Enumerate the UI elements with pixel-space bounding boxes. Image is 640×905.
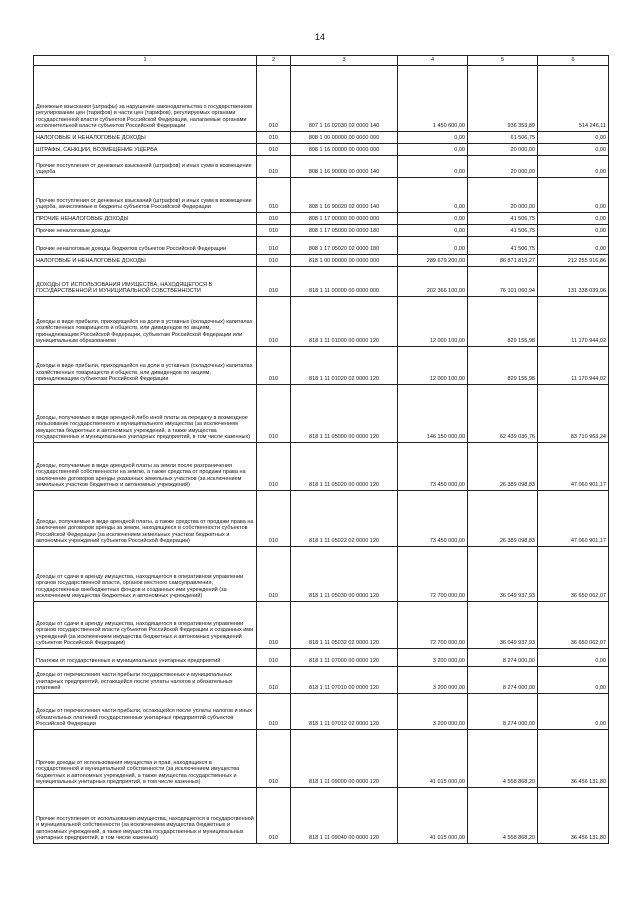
row-line-code: 010 [257,237,291,255]
row-remaining-amount: 0,00 [538,237,609,255]
row-line-code: 010 [257,667,291,694]
row-budget-code: 808 1 17 05020 02 0000 180 [291,237,398,255]
row-remaining-amount: 83 710 963,24 [538,385,609,443]
table-row [34,66,609,132]
row-actual-amount: 41 506,75 [468,225,538,237]
row-plan-amount: 0,00 [398,178,468,213]
row-name: Доходы от сдачи в аренду имущества, находящегося в оперативном управлении органов государственной власти, органов местного самоуправления, государственных внебюджетных фондов и созданных ими учреждений (за исключением имущества бюджетных и автономных учреждений) [34,547,257,602]
row-actual-amount: 8 274 000,00 [468,667,538,694]
row-line-code: 010 [257,491,291,547]
row-actual-amount: 936 353,89 [468,66,538,132]
row-line-code: 010 [257,347,291,385]
row-remaining-amount: 47 060 901,17 [538,491,609,547]
row-plan-amount: 3 200 000,00 [398,649,468,667]
column-header: 1 [34,56,257,66]
table-row [34,213,609,225]
column-header: 3 [291,56,398,66]
row-name: НАЛОГОВЫЕ И НЕНАЛОГОВЫЕ ДОХОДЫ [34,132,257,144]
row-budget-code: 818 1 11 01020 02 0000 120 [291,347,398,385]
table-row [34,602,609,649]
table-row [34,649,609,667]
row-actual-amount: 4 558 868,20 [468,730,538,788]
row-budget-code: 818 1 11 07000 00 0000 120 [291,649,398,667]
row-budget-code: 818 1 11 05022 02 0000 120 [291,491,398,547]
row-remaining-amount: 0,00 [538,178,609,213]
row-line-code: 010 [257,730,291,788]
row-plan-amount: 72 700 000,00 [398,547,468,602]
revenue-table [33,55,609,844]
row-actual-amount: 8 274 000,00 [468,694,538,730]
row-actual-amount: 61 506,75 [468,132,538,144]
row-actual-amount: 36 049 937,93 [468,602,538,649]
row-plan-amount: 73 450 000,00 [398,491,468,547]
row-line-code: 010 [257,443,291,491]
row-budget-code: 807 1 16 02030 02 0000 140 [291,66,398,132]
row-remaining-amount: 514 246,11 [538,66,609,132]
row-line-code: 010 [257,694,291,730]
row-line-code: 010 [257,144,291,156]
row-line-code: 010 [257,649,291,667]
row-plan-amount: 72 700 000,00 [398,602,468,649]
row-name: Доходы, получаемые в виде арендной либо иной платы за передачу в возмездное пользование государственного и муниципального имущества (за исключением имущества бюджетных и автономных учреждений, а также имущества государственных и муниципальных унитарных предприятий, в том числе казенных) [34,385,257,443]
row-remaining-amount: 0,00 [538,694,609,730]
row-budget-code: 818 1 11 05020 00 0000 120 [291,443,398,491]
row-budget-code: 818 1 11 05032 02 0000 120 [291,602,398,649]
table-row [34,694,609,730]
row-budget-code: 808 1 16 00000 00 0000 000 [291,144,398,156]
row-actual-amount: 20 000,00 [468,178,538,213]
column-header: 2 [257,56,291,66]
row-remaining-amount: 36 456 131,80 [538,788,609,844]
row-name: Прочие поступления от денежных взысканий (штрафов) и иных сумм в возмещение ущерба, зачисляемые в бюджеты субъектов Российской Федерации [34,178,257,213]
table-row [34,443,609,491]
table-row [34,297,609,347]
row-line-code: 010 [257,66,291,132]
row-actual-amount: 4 558 868,20 [468,788,538,844]
row-plan-amount: 0,00 [398,144,468,156]
row-plan-amount: 1 450 600,00 [398,66,468,132]
row-line-code: 010 [257,788,291,844]
table-row [34,225,609,237]
row-name: Доходы, получаемые в виде арендной платы за земли после разграничения государственной собственности на землю, а также средства от продажи права на заключение договоров аренды указанных земельных участков (за исключением земельных участков бюджетных и автономных учреждений) [34,443,257,491]
row-name: Прочие доходы от использования имущества и прав, находящихся в государственной и муниципальной собственности (за исключением имущества бюджетных и автономных учреждений, а также имущества государственных и муниципальных унитарных предприятий, в том числе казенных) [34,730,257,788]
table-row [34,788,609,844]
row-remaining-amount: 131 338 039,06 [538,267,609,297]
row-plan-amount: 73 450 000,00 [398,443,468,491]
row-budget-code: 818 1 11 00000 00 0000 000 [291,267,398,297]
row-plan-amount: 3 200 000,00 [398,667,468,694]
row-remaining-amount: 0,00 [538,213,609,225]
row-remaining-amount: 11 170 944,02 [538,347,609,385]
row-remaining-amount: 11 170 944,02 [538,297,609,347]
row-name: Доходы от перечисления части прибыли, остающейся после уплаты налогов и иных обязательных платежей государственных унитарных предприятий субъектов Российской Федерации [34,694,257,730]
row-actual-amount: 76 101 060,94 [468,267,538,297]
row-remaining-amount: 36 650 062,07 [538,547,609,602]
table-row [34,385,609,443]
row-remaining-amount: 0,00 [538,156,609,178]
row-line-code: 010 [257,547,291,602]
row-remaining-amount: 36 650 062,07 [538,602,609,649]
row-actual-amount: 26 389 098,83 [468,443,538,491]
row-plan-amount: 146 150 000,00 [398,385,468,443]
column-header: 5 [468,56,538,66]
page-number: 14 [314,32,325,42]
row-actual-amount: 20 000,00 [468,156,538,178]
table-row [34,144,609,156]
row-name: НАЛОГОВЫЕ И НЕНАЛОГОВЫЕ ДОХОДЫ [34,255,257,267]
row-line-code: 010 [257,132,291,144]
row-remaining-amount: 0,00 [538,144,609,156]
row-actual-amount: 62 439 036,76 [468,385,538,443]
column-number-row [34,56,609,66]
row-budget-code: 818 1 00 00000 00 0000 000 [291,255,398,267]
row-budget-code: 808 1 17 05000 00 0000 180 [291,225,398,237]
row-budget-code: 818 1 11 09040 00 0000 120 [291,788,398,844]
row-plan-amount: 41 015 000,00 [398,788,468,844]
row-name: Платежи от государственных и муниципальных унитарных предприятий [34,649,257,667]
row-budget-code: 818 1 11 05000 00 0000 120 [291,385,398,443]
row-budget-code: 818 1 11 07010 00 0000 120 [291,667,398,694]
row-plan-amount: 12 000 100,00 [398,297,468,347]
table-row [34,730,609,788]
row-actual-amount: 41 506,75 [468,237,538,255]
row-actual-amount: 829 155,98 [468,347,538,385]
row-name: Доходы в виде прибыли, приходящейся на доли в уставных (складочных) капиталах хозяйственных товариществ и обществ, или дивидендов по акциям, принадлежащим Российской Федерации, субъектам Российской Федерации или муниципальным образованиям [34,297,257,347]
row-actual-amount: 41 506,75 [468,213,538,225]
table-row [34,491,609,547]
row-budget-code: 818 1 11 09000 00 0000 120 [291,730,398,788]
row-remaining-amount: 0,00 [538,225,609,237]
row-name: Прочие поступления от использования имущества, находящегося в государственной и муниципальной собственности (за исключением имущества бюджетных и автономных учреждений, а также имущества государственных и муниципальных унитарных предприятий, в том числе казенных) [34,788,257,844]
row-name: Доходы от сдачи в аренду имущества, находящегося в оперативном управлении органов государственной власти субъектов Российской Федерации и созданных ими учреждений (за исключением имущества бюджетных и автономных учреждений субъектов Российской Федерации) [34,602,257,649]
row-budget-code: 818 1 11 05030 00 0000 120 [291,547,398,602]
row-plan-amount: 0,00 [398,156,468,178]
table-row [34,132,609,144]
row-name: Доходы от перечисления части прибыли государственных и муниципальных унитарных предприятий, остающейся после уплаты налогов и обязательных платежей [34,667,257,694]
table-row [34,237,609,255]
row-remaining-amount: 0,00 [538,649,609,667]
row-budget-code: 808 1 17 00000 00 0000 000 [291,213,398,225]
row-name: ПРОЧИЕ НЕНАЛОГОВЫЕ ДОХОДЫ [34,213,257,225]
row-actual-amount: 86 871 819,27 [468,255,538,267]
row-line-code: 010 [257,178,291,213]
row-line-code: 010 [257,213,291,225]
table-row [34,267,609,297]
row-name: ДОХОДЫ ОТ ИСПОЛЬЗОВАНИЯ ИМУЩЕСТВА, НАХОДЯЩЕГОСЯ В ГОСУДАРСТВЕННОЙ И МУНИЦИПАЛЬНОЙ СОБСТВЕННОСТИ [34,267,257,297]
row-plan-amount: 41 015 000,00 [398,730,468,788]
row-budget-code: 808 1 16 90020 02 0000 140 [291,178,398,213]
row-line-code: 010 [257,385,291,443]
row-budget-code: 818 1 11 01000 00 0000 120 [291,297,398,347]
table-row [34,347,609,385]
row-budget-code: 808 1 16 90000 00 0000 140 [291,156,398,178]
row-plan-amount: 0,00 [398,213,468,225]
row-budget-code: 808 1 00 00000 00 0000 000 [291,132,398,144]
table-row [34,255,609,267]
row-line-code: 010 [257,602,291,649]
row-actual-amount: 36 049 937,93 [468,547,538,602]
row-name: Прочие поступления от денежных взысканий (штрафов) и иных сумм в возмещение ущерба [34,156,257,178]
row-remaining-amount: 0,00 [538,667,609,694]
row-remaining-amount: 36 456 131,80 [538,730,609,788]
row-plan-amount: 3 200 000,00 [398,694,468,730]
row-remaining-amount: 212 255 916,86 [538,255,609,267]
row-line-code: 010 [257,297,291,347]
row-plan-amount: 0,00 [398,237,468,255]
row-plan-amount: 0,00 [398,225,468,237]
table-row [34,156,609,178]
table-row [34,667,609,694]
row-actual-amount: 20 000,00 [468,144,538,156]
row-remaining-amount: 47 060 901,17 [538,443,609,491]
column-header: 6 [538,56,609,66]
row-budget-code: 818 1 11 07012 02 0000 120 [291,694,398,730]
row-plan-amount: 12 000 100,00 [398,347,468,385]
row-line-code: 010 [257,156,291,178]
row-plan-amount: 0,00 [398,132,468,144]
row-line-code: 010 [257,267,291,297]
row-name: Прочие неналоговые доходы бюджетов субъектов Российской Федерации [34,237,257,255]
row-name: Денежные взыскания (штрафы) за нарушение законодательства о государственном регулировании цен (тарифов) в части цен (тарифов), регулируемых органами государственной власти субъектов Российской Федерации, налагаемые органами исполнительной власти субъектов Российской Федерации [34,66,257,132]
row-actual-amount: 8 274 000,00 [468,649,538,667]
row-line-code: 010 [257,255,291,267]
row-name: Доходы, получаемые в виде арендной платы, а также средства от продажи права на заключение договоров аренды за земли, находящиеся в собственности субъектов Российской Федерации (за исключением земельных участков бюджетных и автономных учреждений субъектов Российской Федерации) [34,491,257,547]
row-plan-amount: 202 366 100,00 [398,267,468,297]
table-row [34,547,609,602]
row-plan-amount: 289 679 200,00 [398,255,468,267]
row-line-code: 010 [257,225,291,237]
row-name: Прочие неналоговые доходы [34,225,257,237]
table-row [34,178,609,213]
row-remaining-amount: 0,00 [538,132,609,144]
row-actual-amount: 26 389 098,83 [468,491,538,547]
row-actual-amount: 829 155,98 [468,297,538,347]
column-header: 4 [398,56,468,66]
row-name: ШТРАФЫ, САНКЦИИ, ВОЗМЕЩЕНИЕ УЩЕРБА [34,144,257,156]
row-name: Доходы в виде прибыли, приходящейся на доли в уставных (складочных) капиталах хозяйственных товариществ и обществ, или дивидендов по акциям, принадлежащим субъектам Российской Федерации [34,347,257,385]
